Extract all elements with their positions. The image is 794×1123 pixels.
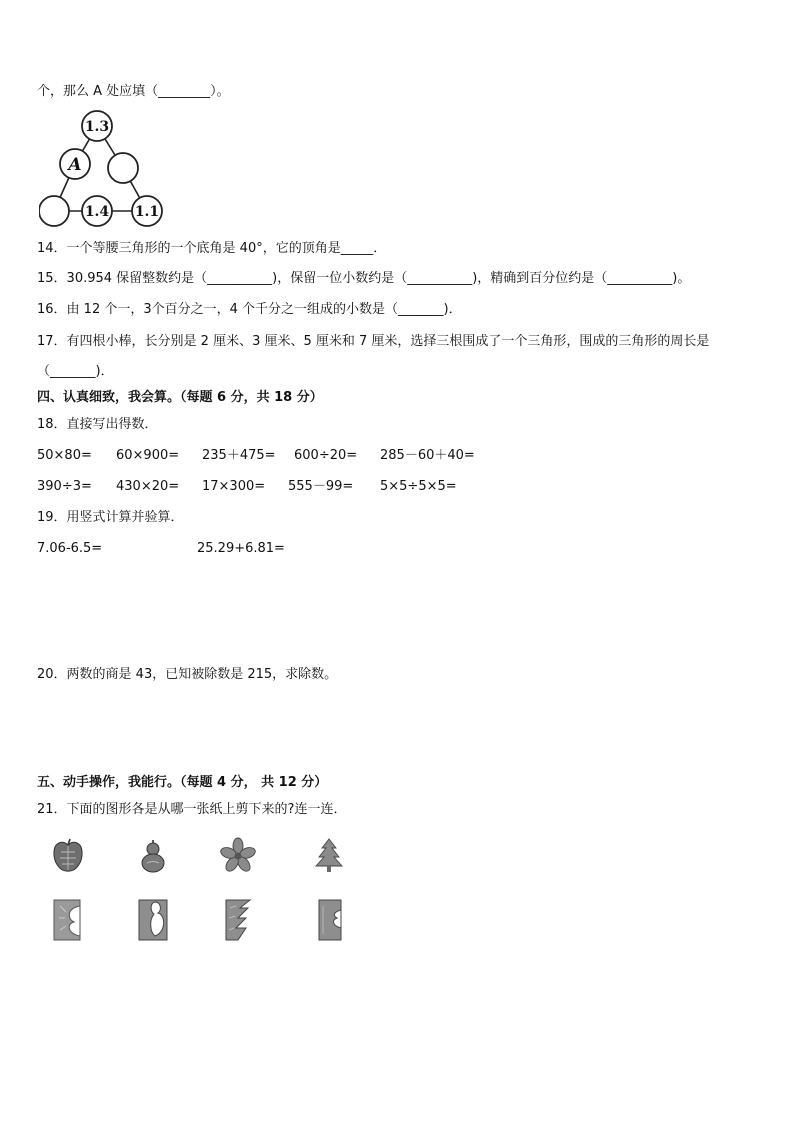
section-5-heading: 五、动手操作，我能行。（每题 4 分， 共 12 分） [37, 775, 328, 790]
q18-expr: 430×20= [116, 479, 180, 494]
question-20: 20．两数的商是 43，已知被除数是 215，求除数。 [37, 667, 338, 682]
section-4-heading: 四、认真细致，我会算。（每题 6 分，共 18 分） [37, 390, 323, 405]
gourd-icon [133, 836, 173, 876]
q19-expr: 7.06-6.5= [37, 541, 103, 556]
triangle-circle-right-middle [108, 153, 138, 183]
q18-expr: 5×5÷5×5= [380, 479, 457, 494]
q18-expr: 285－60＋40= [380, 448, 475, 463]
apple-icon [48, 836, 88, 876]
q18-expr: 555－99= [288, 479, 354, 494]
question-15: 15．30.954 保留整数约是（__________)，保留一位小数约是（__________)，精确到百分位约是（__________)。 [37, 271, 691, 286]
q18-expr: 600÷20= [294, 448, 358, 463]
flower-icon [218, 836, 258, 876]
tree-icon [309, 836, 349, 876]
triangle-value-bottom-right: 1.1 [134, 204, 160, 220]
number-triangle-diagram [30, 108, 170, 228]
question-19: 19．用竖式计算并验算． [37, 510, 184, 525]
triangle-circle-bottom-left [39, 196, 69, 226]
q18-expr: 50×80= [37, 448, 92, 463]
question-13-tail: 个，那么 A 处应填（________）。 [37, 84, 230, 99]
q18-expr: 235＋475= [202, 448, 276, 463]
q18-expr: 17×300= [202, 479, 266, 494]
triangle-value-top: 1.3 [84, 119, 110, 135]
question-17-line-1: 17．有四根小棒，长分别是 2 厘米、3 厘米、5 厘米和 7 厘米，选择三根围成了一个三角形，围成的三角形的周长是 [37, 334, 710, 349]
q18-expr: 60×900= [116, 448, 180, 463]
cut-paper-leaf-icon [48, 896, 88, 946]
question-21: 21．下面的图形各是从哪一张纸上剪下来的?连一连． [37, 802, 347, 817]
question-16: 16．由 12 个一，3个百分之一，4 个千分之一组成的小数是（_______)． [37, 302, 462, 317]
cut-paper-zigzag-icon [218, 896, 258, 946]
cut-paper-gourd-icon [133, 896, 173, 946]
q18-expr: 390÷3= [37, 479, 92, 494]
q19-expr: 25.29+6.81= [197, 541, 285, 556]
question-18: 18．直接写出得数． [37, 417, 158, 432]
triangle-value-left-middle: A [68, 155, 82, 175]
triangle-value-bottom-middle: 1.4 [84, 204, 110, 220]
question-14: 14．一个等腰三角形的一个底角是 40°，它的顶角是_____． [37, 241, 387, 256]
question-17-line-2: （_______)． [37, 364, 114, 379]
cut-paper-notch-icon [309, 896, 349, 946]
